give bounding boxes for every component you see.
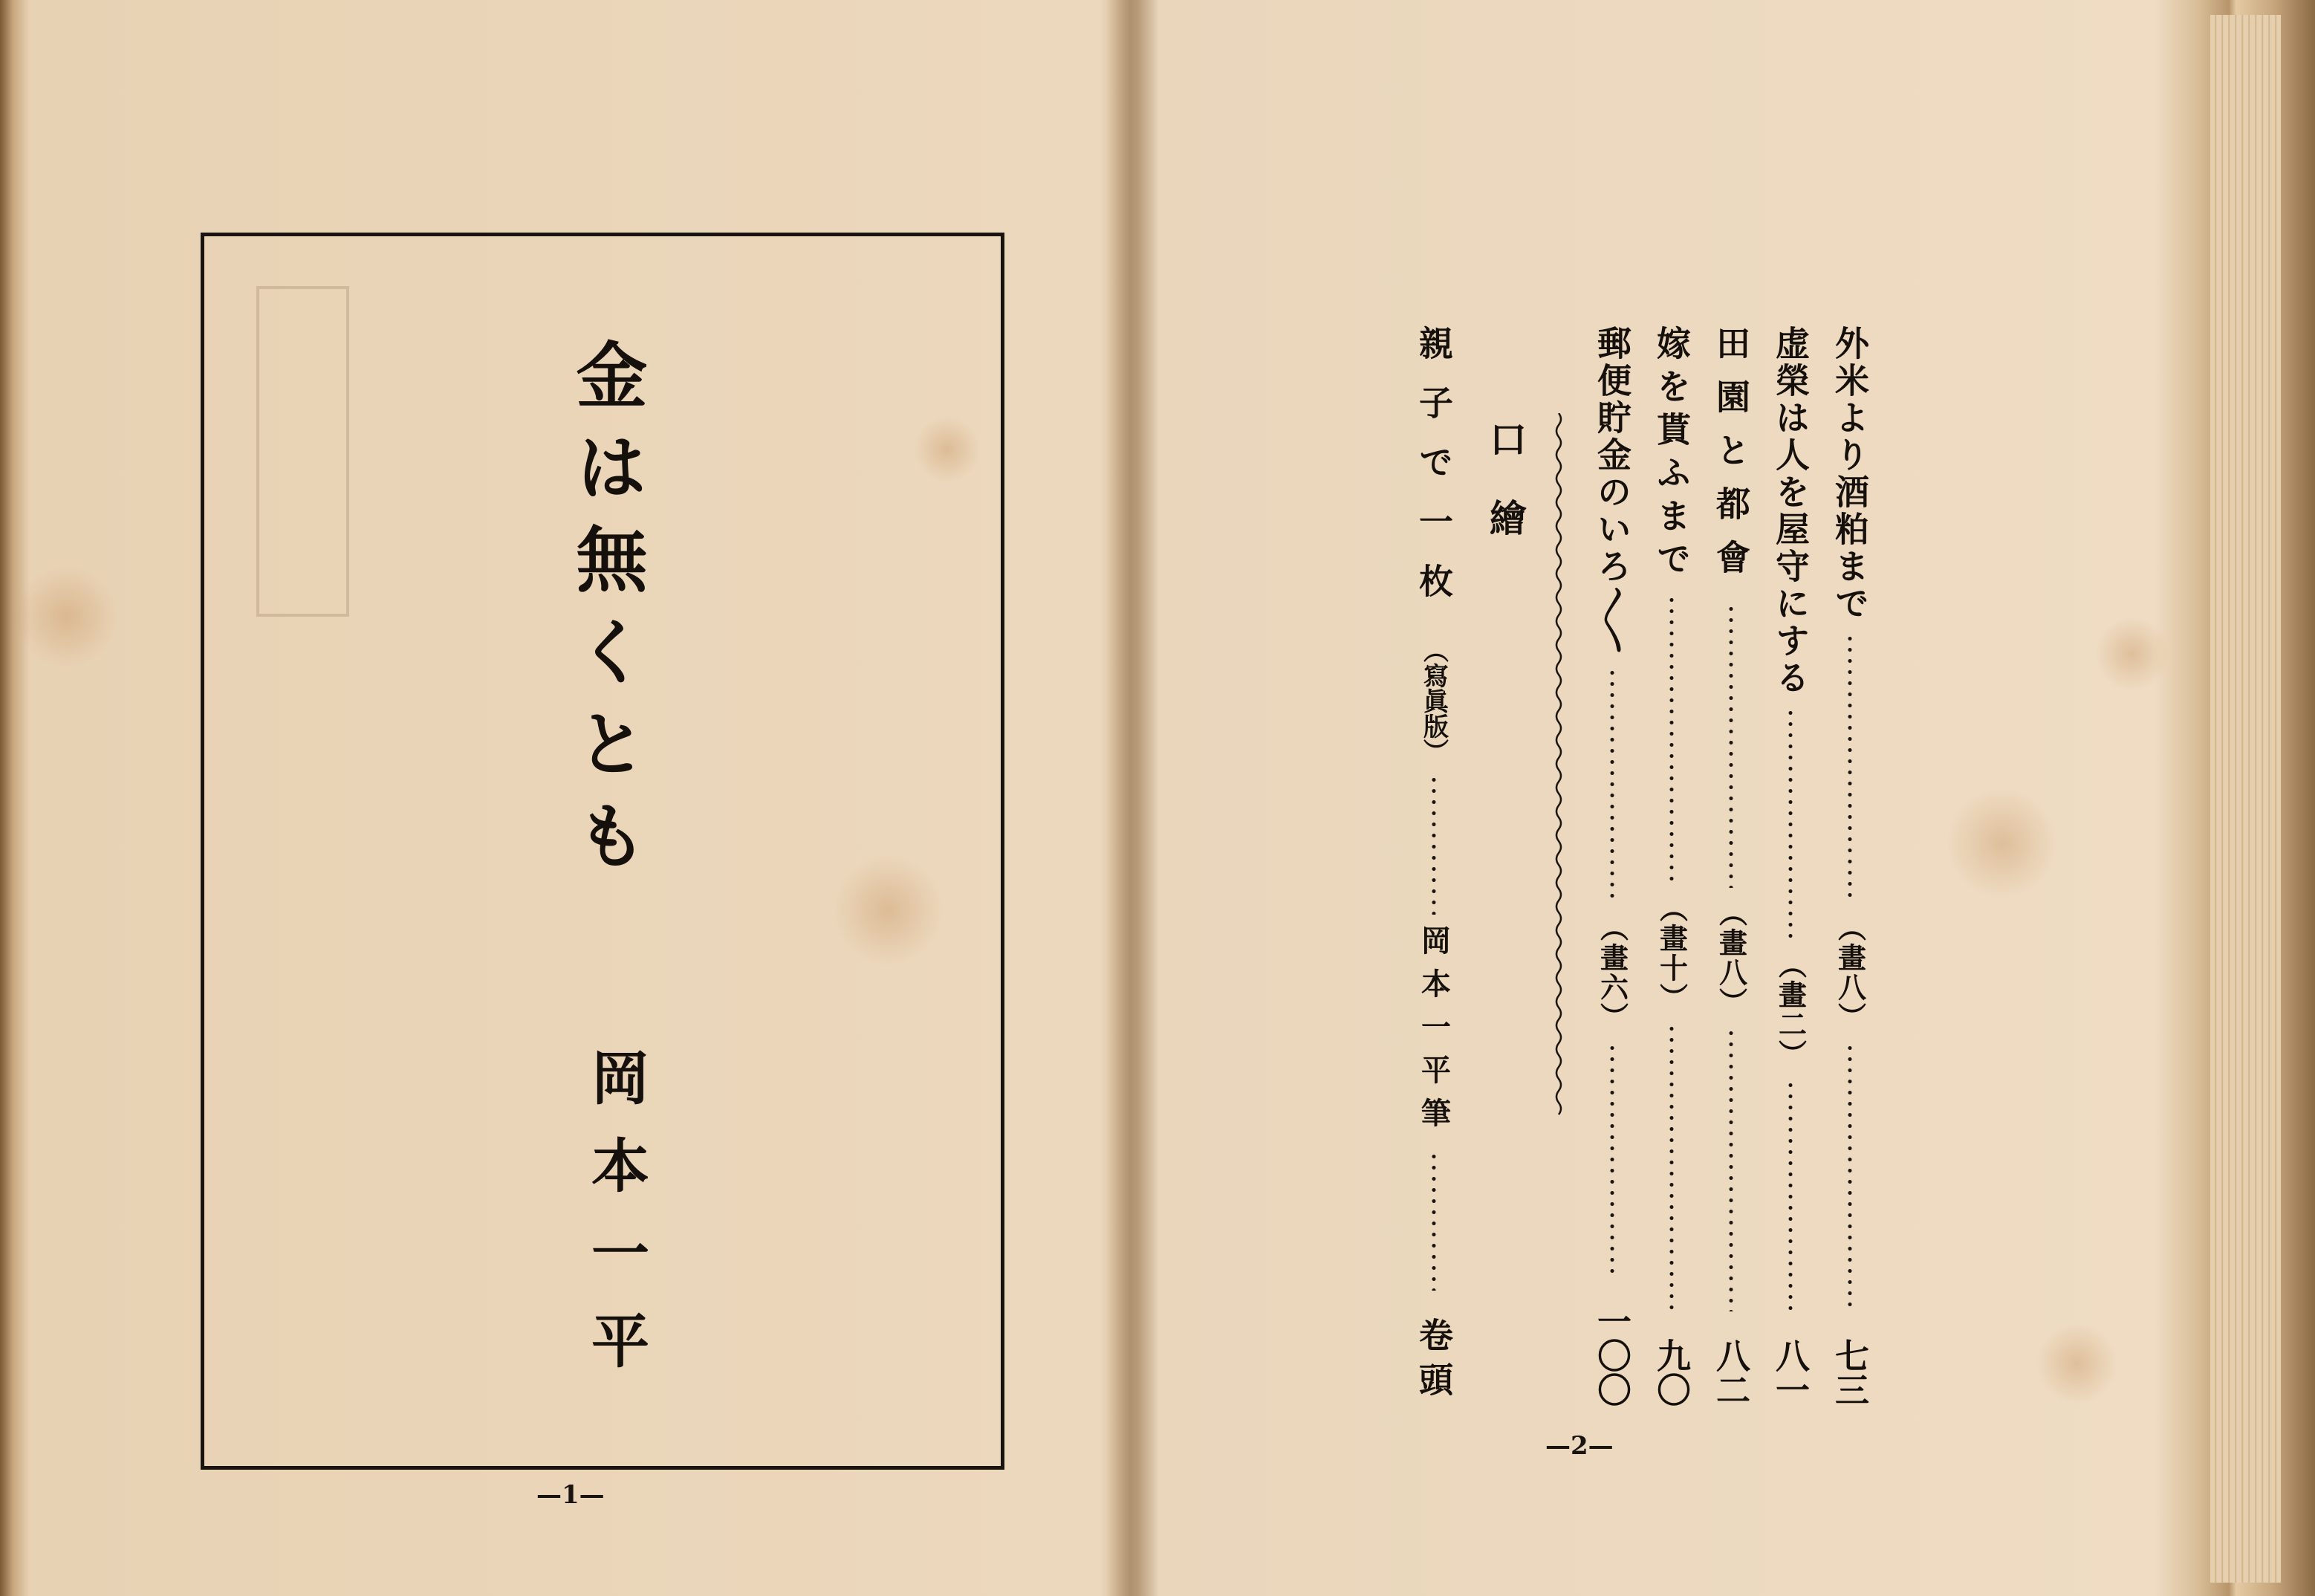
toc-entry-count: 八） bbox=[1833, 972, 1867, 1032]
toc-entry-title: 嫁を貰ふまで bbox=[1652, 325, 1692, 584]
toc-entry-title: 虚榮は人を屋守にする bbox=[1770, 325, 1811, 697]
toc-entry-type: （畫 bbox=[1595, 912, 1629, 973]
frontispiece-label: 口繪 bbox=[1484, 420, 1527, 577]
toc-entry-page: 九〇 bbox=[1652, 1338, 1692, 1407]
toc-entry bbox=[1646, 325, 1698, 1407]
foxing-stain bbox=[15, 565, 119, 669]
toc-entry-type: （畫 bbox=[1714, 898, 1748, 958]
page-edges bbox=[2210, 15, 2281, 1583]
frontispiece-note: （寫眞版） bbox=[1418, 638, 1449, 764]
leader-dots bbox=[1669, 594, 1674, 883]
toc-entry-page: 七三 bbox=[1830, 1338, 1870, 1407]
page-number-left: —1— bbox=[536, 1480, 605, 1510]
toc-entry-page: 一〇〇 bbox=[1592, 1304, 1632, 1407]
leader-dots bbox=[1610, 667, 1614, 903]
page-number-right: —2— bbox=[1545, 1431, 1614, 1461]
leader-dots bbox=[1788, 1080, 1793, 1312]
toc-entry-type: （畫 bbox=[1655, 893, 1689, 953]
foxing-stain bbox=[2095, 617, 2169, 691]
wavy-divider bbox=[1553, 413, 1565, 1119]
toc-entry bbox=[1764, 325, 1816, 1407]
toc-entry-title: 外米より酒粕まで bbox=[1830, 325, 1870, 623]
toc-entry-count: 八） bbox=[1714, 957, 1748, 1017]
leader-dots bbox=[1788, 707, 1793, 940]
leader-dots bbox=[1848, 1042, 1852, 1312]
toc-entry-count: 二） bbox=[1773, 1009, 1808, 1069]
leader-dots bbox=[1729, 603, 1733, 888]
leader-dots bbox=[1848, 633, 1852, 903]
toc-entry-title: 郵便貯金のいろ〳〵 bbox=[1592, 325, 1632, 657]
toc-entry-count: 六） bbox=[1595, 972, 1629, 1032]
frontispiece-credit: 岡本一平筆 bbox=[1416, 924, 1452, 1141]
toc-entry bbox=[1586, 325, 1638, 1407]
toc-entry bbox=[1824, 325, 1876, 1407]
frontispiece-title: 親子で一枚 bbox=[1414, 325, 1454, 623]
book-spine bbox=[1107, 0, 1159, 1596]
toc-entry-page: 八一 bbox=[1770, 1338, 1811, 1407]
toc-entry-type: （畫 bbox=[1833, 912, 1867, 973]
leader-dots bbox=[1669, 1023, 1674, 1312]
toc-entry-count: 十） bbox=[1655, 953, 1689, 1013]
toc-entry-page: 八二 bbox=[1711, 1338, 1751, 1407]
leader-dots bbox=[1432, 1151, 1436, 1291]
toc-entry-type: （畫 bbox=[1773, 950, 1808, 1010]
book-title: 金は無くとも bbox=[565, 338, 649, 891]
author-name: 岡本一平 bbox=[582, 1048, 649, 1398]
toc-entry bbox=[1705, 325, 1757, 1407]
foxing-stain bbox=[2036, 1323, 2117, 1404]
leader-dots bbox=[1610, 1042, 1614, 1278]
frontispiece-entry bbox=[1408, 325, 1460, 1407]
leader-dots bbox=[1432, 774, 1436, 915]
foxing-stain bbox=[1947, 788, 2058, 899]
leader-dots bbox=[1729, 1028, 1733, 1312]
frontispiece-page: 卷頭 bbox=[1414, 1317, 1454, 1407]
toc-entry-title: 田園と都會 bbox=[1711, 325, 1751, 593]
